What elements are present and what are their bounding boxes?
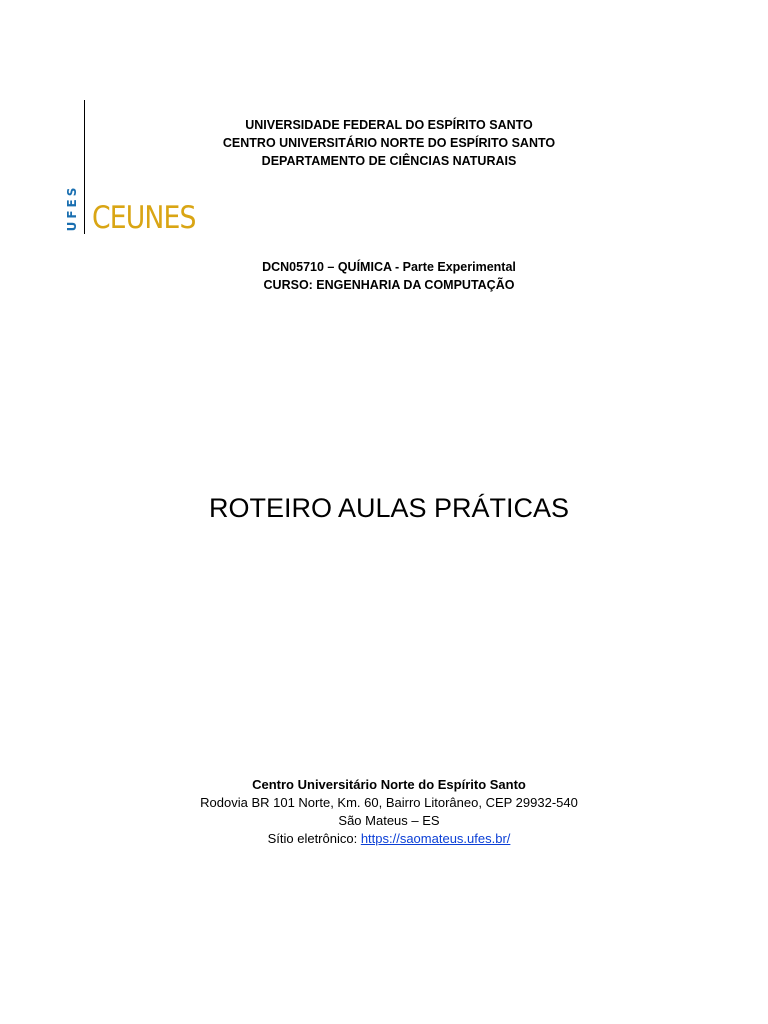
logo-ufes-text: UFES <box>65 184 79 232</box>
footer-city: São Mateus – ES <box>338 813 440 828</box>
footer-institution: Centro Universitário Norte do Espírito Santo <box>252 777 526 792</box>
header-department: DEPARTAMENTO DE CIÊNCIAS NATURAIS <box>261 154 517 168</box>
header-center: CENTRO UNIVERSITÁRIO NORTE DO ESPÍRITO SANTO <box>222 136 556 150</box>
footer-website <box>0 830 768 848</box>
footer-address: Rodovia BR 101 Norte, Km. 60, Bairro Litorâneo, CEP 29932-540 <box>200 795 578 810</box>
footer-address-block <box>0 776 768 848</box>
footer-website-label: Sítio eletrônico: <box>267 831 361 846</box>
course-info <box>0 258 768 294</box>
website-link[interactable]: https://saomateus.ufes.br/ <box>360 831 511 846</box>
header-university: UNIVERSIDADE FEDERAL DO ESPÍRITO SANTO <box>245 118 533 132</box>
document-title: ROTEIRO AULAS PRÁTICAS <box>208 493 570 523</box>
course-code: DCN05710 – QUÍMICA - Parte Experimental <box>262 260 516 274</box>
course-program: CURSO: ENGENHARIA DA COMPUTAÇÃO <box>263 278 515 292</box>
logo-ceunes-wordmark: CEUNES <box>92 200 196 236</box>
institution-header <box>0 116 768 170</box>
